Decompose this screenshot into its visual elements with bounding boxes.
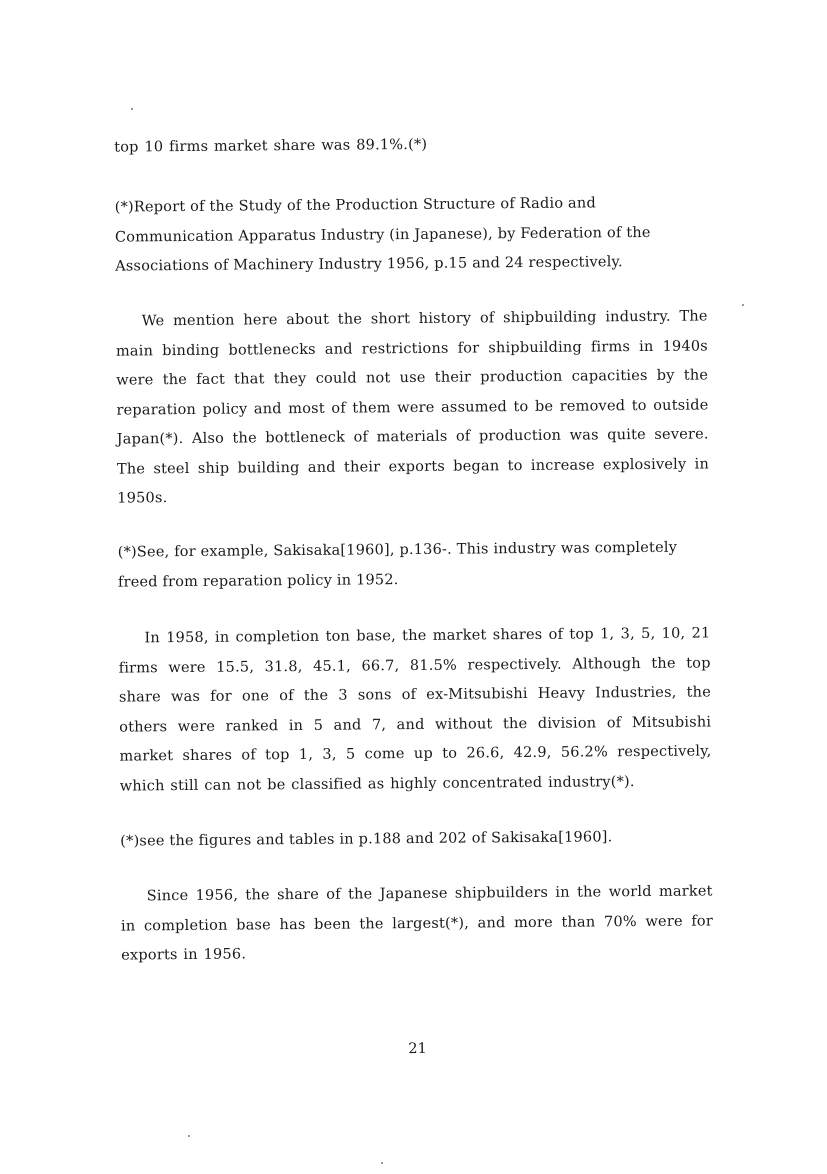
paragraph-market-share: top 10 firms market share was 89.1%.(*) xyxy=(114,136,428,156)
paragraph-market-shares-1958: In 1958, in completion ton base, the market shares of top 1, 3, 5, 10, 21 firms were 15.5, 31.8, 45.1, 66.7, 81.5% respectively. Although the top share was for one of the 3 sons of ex-Mitsubishi Heavy Industries, the others were ranked in 5 and 7, and without the division of Mitsubishi market shares of top 1, 3, 5 come up to 26.6, 42.9, 56.2% respectively, which still can not be classified as highly concentrated industry(*). xyxy=(118,625,712,795)
footnote-sakisaka-reparation: (*)See, for example, Sakisaka[1960], p.136-. This industry was completely freed from reparation policy in 1952. xyxy=(117,539,678,591)
footnote-sakisaka-figures: (*)see the figures and tables in p.188 and 202 of Sakisaka[1960]. xyxy=(120,829,613,850)
scan-speck xyxy=(188,1135,190,1137)
scan-speck xyxy=(381,1162,383,1164)
scan-speck xyxy=(742,304,744,306)
scan-speck xyxy=(131,108,133,110)
footnote-radio-report: (*)Report of the Study of the Production Structure of Radio and Communication Apparatus Industry (in Japanese), by Federation of the Associations of Machinery Industry 1956, p.15 and 24 respectively. xyxy=(114,195,651,275)
paragraph-shipbuilding-history: We mention here about the short history of shipbuilding industry. The main binding bottlenecks and restrictions for shipbuilding firms in 1940s were the fact that they could not use their production capacities by the reparation policy and most of them were assumed to be removed to outside Japan(*). Also the bottleneck of materials of production was quite severe. The steel ship building and their exports began to increase explosively in 1950s. xyxy=(115,308,710,507)
page-number: 21 xyxy=(408,1040,427,1058)
paragraph-world-share: Since 1956, the share of the Japanese shipbuilders in the world market in completion base has been the largest(*), and more than 70% were for exports in 1956. xyxy=(120,883,714,964)
